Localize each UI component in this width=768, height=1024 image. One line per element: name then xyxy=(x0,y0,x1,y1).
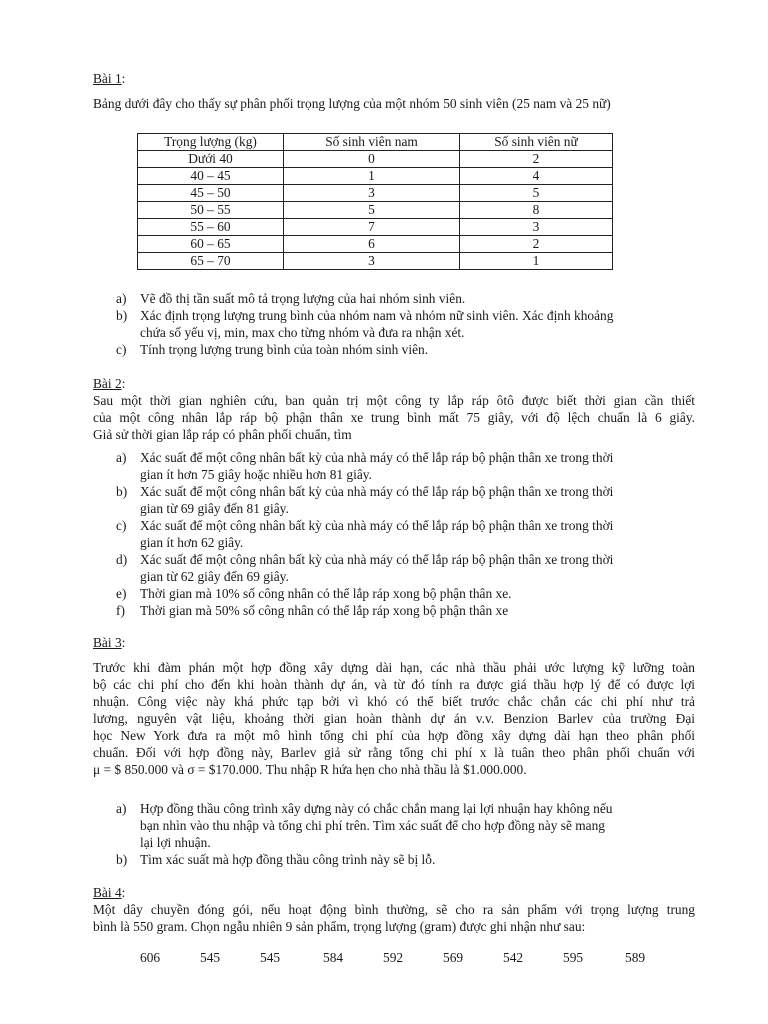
list-marker: d) xyxy=(116,552,128,567)
list-marker: a) xyxy=(116,450,127,465)
list-text: Xác suất để một công nhân bất kỳ của nhà máy có thể lắp ráp bộ phận thân xe trong thời xyxy=(140,518,614,533)
list-item xyxy=(116,341,428,358)
table-cell: 65 – 70 xyxy=(138,253,284,270)
bai1-heading xyxy=(93,70,125,87)
table-row xyxy=(138,236,613,253)
table-cell: 3 xyxy=(284,185,460,202)
paragraph-line: của một công nhân lắp ráp bộ phận thân xe trung bình mất 75 giây, với độ lệch chuẩn là 6 giây. xyxy=(93,410,695,425)
list-item xyxy=(116,851,435,868)
bai1-title: Bài 1 xyxy=(93,71,122,86)
table-cell: 6 xyxy=(284,236,460,253)
table-cell: 1 xyxy=(284,168,460,185)
paragraph-line: μ = $ 850.000 và σ = $170.000. Thu nhập R hứa hẹn cho nhà thầu là $1.000.000. xyxy=(93,762,527,777)
list-text: Xác suất để một công nhân bất kỳ của nhà máy có thể lắp ráp bộ phận thân xe trong thời xyxy=(140,450,614,465)
list-text-continued: bạn nhìn vào thu nhập và tổng chi phí trên. Tìm xác suất để cho hợp đồng này sẽ mang xyxy=(140,818,605,833)
list-marker: c) xyxy=(116,342,127,357)
list-text: Xác suất để một công nhân bất kỳ của nhà máy có thể lắp ráp bộ phận thân xe trong thời xyxy=(140,484,614,499)
table-cell: 50 – 55 xyxy=(138,202,284,219)
list-item xyxy=(116,483,613,500)
sample-value: 595 xyxy=(563,950,584,965)
table-cell: 0 xyxy=(284,151,460,168)
list-item xyxy=(116,517,613,534)
table-header-cell: Số sinh viên nam xyxy=(284,134,460,151)
list-item xyxy=(116,800,613,817)
list-item xyxy=(116,290,465,307)
table-cell: 45 – 50 xyxy=(138,185,284,202)
paragraph-line: bộ các chi phí cho đến khi hoàn thành dự án, và từ đó tính ra được giá thầu hợp lý để có được lợi xyxy=(93,677,695,692)
list-marker: a) xyxy=(116,801,127,816)
paragraph-line: học New York đưa ra một mô hình tổng chi phí của hợp đồng xây dựng dài hạn theo phân phối xyxy=(93,728,695,743)
list-text-continued: gian ít hơn 75 giây hoặc nhiều hơn 81 giây. xyxy=(140,467,372,482)
table-cell: 2 xyxy=(460,151,613,168)
table-cell: 5 xyxy=(284,202,460,219)
list-text-continued: gian ít hơn 62 giây. xyxy=(140,535,244,550)
list-text-continued: lại lợi nhuận. xyxy=(140,835,211,850)
sample-value: 545 xyxy=(260,950,281,965)
list-marker: a) xyxy=(116,291,127,306)
table-header-cell: Số sinh viên nữ xyxy=(460,134,613,151)
sample-value: 542 xyxy=(503,950,524,965)
list-text: Xác định trọng lượng trung bình của nhóm nam và nhóm nữ sinh viên. Xác định khoảng xyxy=(140,308,614,323)
colon: : xyxy=(121,376,126,391)
list-marker: b) xyxy=(116,484,128,499)
bai2-heading xyxy=(93,375,125,392)
list-text: Xác suất để một công nhân bất kỳ của nhà máy có thể lắp ráp bộ phận thân xe trong thời xyxy=(140,552,614,567)
list-marker: b) xyxy=(116,852,128,867)
table-cell: Dưới 40 xyxy=(138,151,284,168)
list-marker: f) xyxy=(116,603,125,618)
list-item xyxy=(116,602,508,619)
weight-distribution-table xyxy=(137,133,613,270)
table-cell: 3 xyxy=(460,219,613,236)
table-cell: 55 – 60 xyxy=(138,219,284,236)
list-text-continued: gian từ 69 giây đến 81 giây. xyxy=(140,501,289,516)
table-header-row xyxy=(138,134,613,151)
list-text: Thời gian mà 50% số công nhân có thể lắp ráp xong bộ phận thân xe xyxy=(140,603,509,618)
table-cell: 4 xyxy=(460,168,613,185)
bai4-heading xyxy=(93,884,125,901)
table-row xyxy=(138,185,613,202)
table-row xyxy=(138,168,613,185)
bai2-title: Bài 2 xyxy=(93,376,122,391)
list-item xyxy=(116,449,613,466)
list-item xyxy=(116,585,512,602)
bai3-heading xyxy=(93,634,125,651)
sample-value: 589 xyxy=(625,950,646,965)
list-marker: c) xyxy=(116,518,127,533)
list-text: Vẽ đồ thị tần suất mô tả trọng lượng của hai nhóm sinh viên. xyxy=(140,291,466,306)
list-text: Hợp đồng thầu công trình xây dựng này có chắc chắn mang lại lợi nhuận hay không nếu xyxy=(140,801,613,816)
paragraph-line: Trước khi đàm phán một hợp đồng xây dựng dài hạn, các nhà thầu phải ước lượng kỹ lưỡng toàn xyxy=(93,660,695,675)
colon: : xyxy=(121,71,126,86)
table-cell: 8 xyxy=(460,202,613,219)
sample-value: 545 xyxy=(200,950,221,965)
list-text: Thời gian mà 10% số công nhân có thể lắp ráp xong bộ phận thân xe. xyxy=(140,586,512,601)
paragraph-line: Một dây chuyền đóng gói, nếu hoạt động bình thường, sẽ cho ra sản phẩm với trọng lượng trung xyxy=(93,902,695,917)
colon: : xyxy=(121,635,126,650)
list-item xyxy=(116,551,613,568)
list-marker: b) xyxy=(116,308,128,323)
list-text-continued: gian từ 62 giây đến 69 giây. xyxy=(140,569,289,584)
table-row xyxy=(138,219,613,236)
bai1-intro: Bảng dưới đây cho thấy sự phân phối trọng lượng của một nhóm 50 sinh viên (25 nam và 25 nữ) xyxy=(93,96,611,111)
list-text: Tính trọng lượng trung bình của toàn nhóm sinh viên. xyxy=(140,342,429,357)
list-text-continued: chứa số yếu vị, min, max cho từng nhóm và đưa ra nhận xét. xyxy=(140,325,465,340)
list-item xyxy=(116,307,613,324)
sample-value: 606 xyxy=(140,950,161,965)
table-cell: 60 – 65 xyxy=(138,236,284,253)
paragraph-line: nhuận. Công việc này khá phức tạp bởi vì khó có thể biết trước chắc chắn các chi phí như trả xyxy=(93,694,695,709)
table-cell: 5 xyxy=(460,185,613,202)
paragraph-line: Giả sử thời gian lắp ráp có phân phối chuẩn, tìm xyxy=(93,427,352,442)
table-row xyxy=(138,202,613,219)
table-row xyxy=(138,151,613,168)
paragraph-line: bình là 550 gram. Chọn ngẫu nhiên 9 sản phẩm, trọng lượng (gram) được ghi nhận như sau: xyxy=(93,919,586,934)
bai3-title: Bài 3 xyxy=(93,635,122,650)
colon: : xyxy=(121,885,126,900)
bai4-title: Bài 4 xyxy=(93,885,122,900)
table-cell: 40 – 45 xyxy=(138,168,284,185)
list-marker: e) xyxy=(116,586,127,601)
table-header-cell: Trọng lượng (kg) xyxy=(138,134,284,151)
sample-values xyxy=(140,950,660,967)
table-cell: 2 xyxy=(460,236,613,253)
paragraph-line: chuẩn. Đối với hợp đồng này, Barlev giả sử rằng tổng chi phí x là tuân theo phân phối chuẩn với xyxy=(93,745,695,760)
table-cell: 3 xyxy=(284,253,460,270)
paragraph-line: Sau một thời gian nghiên cứu, ban quản trị một công ty lắp ráp ôtô được biết thời gian cần thiết xyxy=(93,393,695,408)
table-cell: 1 xyxy=(460,253,613,270)
sample-value: 592 xyxy=(383,950,404,965)
list-text: Tìm xác suất mà hợp đồng thầu công trình này sẽ bị lỗ. xyxy=(140,852,436,867)
paragraph-line: lương, nguyên vật liệu, khoảng thời gian hoàn thành dự án v.v. Benzion Barlev của trường Đại xyxy=(93,711,695,726)
sample-value: 569 xyxy=(443,950,464,965)
sample-value: 584 xyxy=(323,950,344,965)
table-row xyxy=(138,253,613,270)
table-cell: 7 xyxy=(284,219,460,236)
